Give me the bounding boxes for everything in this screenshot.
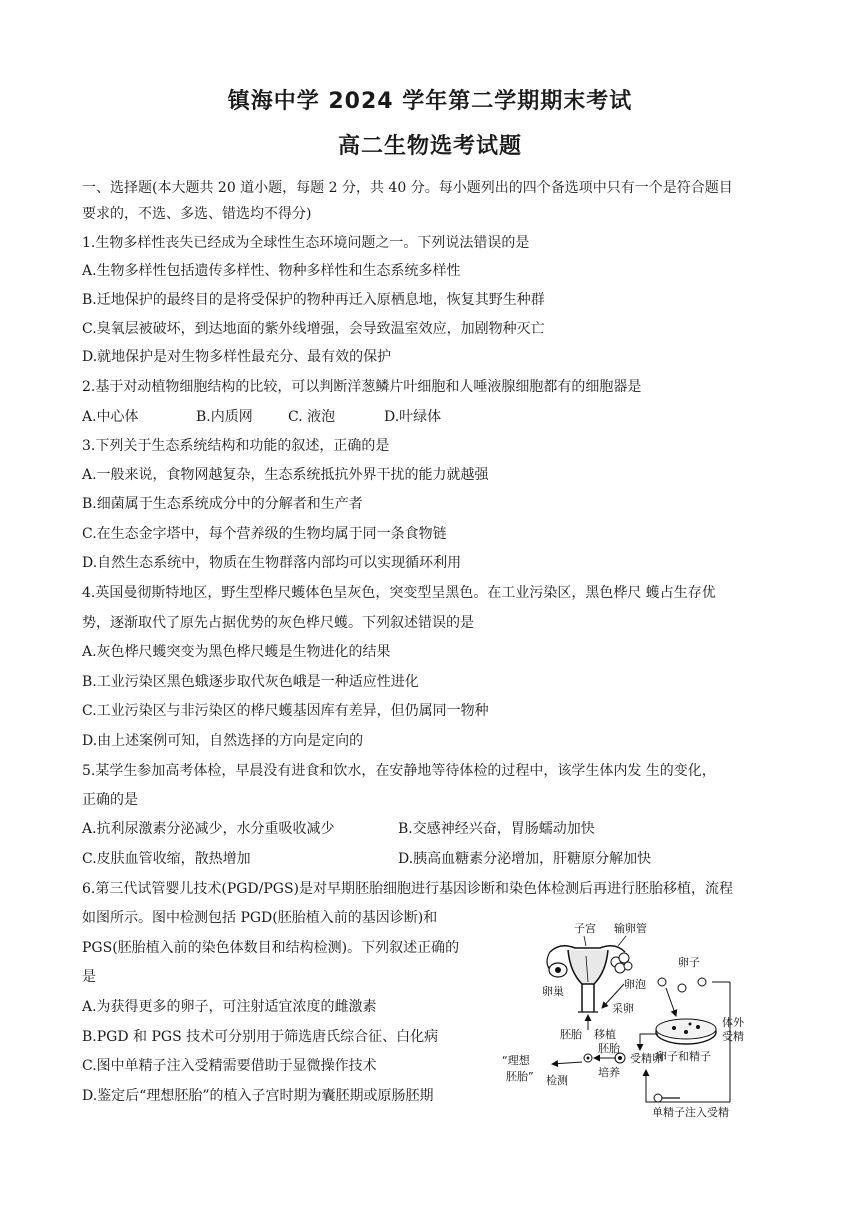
q5-option-b: B.交感神经兴奋，胃肠蠕动加快 (398, 821, 595, 837)
q4-stem-line2: 势，逐渐取代了原先占据优势的灰色桦尺蠖。下列叙述错误的是 (82, 615, 474, 631)
q5-stem-line1: 5.某学生参加高考体检，早晨没有进食和饮水，在安静地等待体检的过程中，该学生体内发 生的变化， (82, 763, 716, 779)
label-retrieval: 采卵 (612, 1002, 634, 1015)
exam-title: 镇海中学 2024 学年第二学期期末考试 (227, 89, 633, 114)
q6-stem-line2: 如图所示。图中检测包括 PGD(胚胎植入前的基因诊断)和 (82, 910, 438, 926)
q3-option-c: C.在生态金字塔中，每个营养级的生物均属于同一条食物链 (82, 526, 447, 542)
q4-stem-line1: 4.英国曼彻斯特地区，野生型桦尺蠖体色呈灰色，突变型呈黑色。在工业污染区，黑色桦尺 蠖占生存优 (82, 585, 716, 601)
q6-stem-line1: 6.第三代试管婴儿技术(PGD/PGS)是对早期胚胎细胞进行基因诊断和染色体检测后再进行胚胎移植，流程 (82, 881, 734, 897)
q3-option-d: D.自然生态系统中，物质在生物群落内部均可以实现循环利用 (82, 555, 462, 571)
q2-option-c: C. 液泡 (288, 409, 336, 425)
q4-option-a: A.灰色桦尺蠖突变为黑色桦尺蠖是生物进化的结果 (82, 644, 391, 660)
q2-option-d: D.叶绿体 (384, 409, 442, 425)
label-ivf-line2: 受精 (722, 1030, 744, 1043)
label-oviduct: 输卵管 (614, 922, 647, 935)
label-culture-line2: 培养 (598, 1066, 620, 1079)
q1-option-d: D.就地保护是对生物多样性最充分、最有效的保护 (82, 349, 392, 365)
section-instructions-line2: 要求的，不选、多选、错选均不得分) (82, 206, 312, 222)
label-follicle: 卵泡 (624, 978, 646, 991)
q1-option-c: C.臭氧层被破坏，到达地面的紫外线增强，会导致温室效应，加剧物种灭亡 (82, 321, 545, 337)
q2-option-a: A.中心体 (82, 409, 139, 425)
q4-option-d: D.由上述案例可知，自然选择的方向是定向的 (82, 733, 364, 749)
section-instructions-line1: 一、选择题(本大题共 20 道小题，每题 2 分，共 40 分。每小题列出的四个备选项中只有一个是符合题目 (82, 180, 733, 196)
q2-stem: 2.基于对动植物细胞结构的比较，可以判断洋葱鳞片叶细胞和人唾液腺细胞都有的细胞器是 (82, 379, 642, 395)
label-culture-line1: 胚胎 (598, 1042, 620, 1055)
label-egg-and-sperm: 卵子和精子 (656, 1050, 711, 1063)
q3-option-a: A.一般来说，食物网越复杂，生态系统抵抗外界干扰的能力就越强 (82, 467, 489, 483)
follicle-cluster-icon (611, 953, 632, 973)
label-ideal-embryo-line1: “理想 (502, 1054, 530, 1067)
label-ovary: 卵巢 (542, 985, 564, 998)
q6-stem-line3: PGS(胚胎植入前的染色体数目和结构检测)。下列叙述正确的 (82, 940, 460, 956)
q6-option-b: B.PGD 和 PGS 技术可分别用于筛选唐氏综合征、白化病 (82, 1029, 439, 1045)
q3-option-b: B.细菌属于生态系统成分中的分解者和生产者 (82, 496, 363, 512)
label-embryo: 胚胎 (560, 1028, 582, 1041)
q5-option-a: A.抗利尿激素分泌减少，水分重吸收减少 (82, 821, 335, 837)
exam-subtitle: 高二生物选考试题 (337, 134, 522, 159)
q5-stem-line2: 正确的是 (82, 792, 138, 808)
icsi-pipette-icon (654, 1094, 680, 1102)
q4-option-c: C.工业污染区与非污染区的桦尺蠖基因库有差异，但仍属同一物种 (82, 703, 489, 719)
q6-option-c: C.图中单精子注入受精需要借助于显微操作技术 (82, 1058, 377, 1074)
label-fertilized-egg: 受精卵 (630, 1052, 663, 1065)
q5-option-d: D.胰高血糖素分泌增加，肝糖原分解加快 (398, 851, 652, 867)
q1-option-a: A.生物多样性包括遗传多样性、物种多样性和生态系统多样性 (82, 263, 461, 279)
q4-option-b: B.工业污染区黑色蛾逐步取代灰色峨是一种适应性进化 (82, 674, 419, 690)
q3-stem: 3.下列关于生态系统结构和功能的叙述，正确的是 (82, 438, 390, 454)
q6-stem-line4: 是 (82, 969, 96, 985)
label-uterus: 子宫 (574, 922, 596, 935)
q1-option-b: B.迁地保护的最终目的是将受保护的物种再迁入原栖息地，恢复其野生种群 (82, 292, 545, 308)
label-egg: 卵子 (678, 956, 700, 969)
eggs-icon (658, 978, 706, 992)
ovary-icon (549, 963, 567, 977)
q6-option-a: A.为获得更多的卵子，可注射适宜浓度的雌激素 (82, 999, 377, 1015)
q6-option-d: D.鉴定后“理想胚胎”的植入子宫时期为囊胚期或原肠胚期 (82, 1088, 434, 1104)
label-icsi: 单精子注入受精 (652, 1106, 729, 1119)
label-ideal-embryo-line2: 胚胎” (506, 1070, 534, 1083)
q2-option-b: B.内质网 (196, 409, 253, 425)
q5-option-c: C.皮肤血管收缩，散热增加 (82, 851, 251, 867)
petri-dish-icon (656, 1019, 716, 1044)
embryo-icon (584, 1054, 592, 1062)
label-transfer: 移植 (594, 1028, 616, 1041)
q1-stem: 1.生物多样性丧失已经成为全球性生态环境问题之一。下列说法错误的是 (82, 235, 530, 251)
label-test: 检测 (546, 1074, 568, 1087)
ivf-pgd-flow-diagram (490, 912, 790, 1122)
label-ivf-line1: 体外 (722, 1016, 744, 1029)
